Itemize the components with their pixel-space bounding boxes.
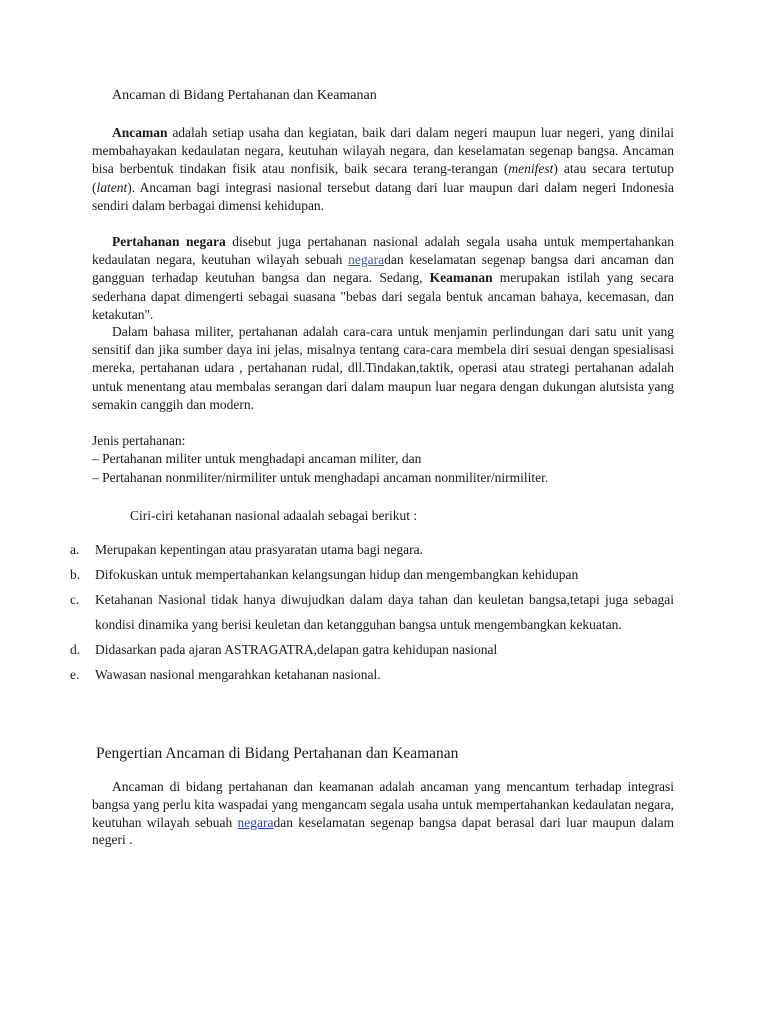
text-run: disebut juga pertahanan nasional adalah segala usaha untuk mempertahankan kedaulatan negara, keutuhan wilayah sebuah: [92, 234, 674, 268]
link-negara[interactable]: negara: [348, 252, 385, 268]
paragraph-ancaman: [92, 124, 674, 215]
jenis-pertahanan: [92, 432, 692, 487]
term-ancaman: Ancaman: [112, 125, 168, 140]
jenis-heading: Jenis pertahanan:: [92, 433, 186, 448]
link-negara[interactable]: negara: [237, 814, 274, 830]
list-marker: d.: [70, 642, 81, 657]
list-item-text: Didasarkan pada ajaran ASTRAGATRA,delapan gatra kehidupan nasional: [95, 642, 498, 657]
list-marker: c.: [70, 592, 80, 607]
list-item: [70, 637, 674, 662]
list-marker: b.: [70, 567, 81, 582]
list-item: [70, 587, 674, 637]
list-item-text: Wawasan nasional mengarahkan ketahanan nasional.: [95, 667, 381, 682]
list-marker: a.: [70, 542, 80, 557]
text-run: Ancaman di bidang pertahanan dan keamanan adalah ancaman yang mencantum terhadap integrasi bangsa yang perlu kita waspadai yang mengancam segala usaha untuk mempertahankan kedaulatan negara, keutuhan wilayah sebuah: [92, 779, 674, 830]
list-marker: e.: [70, 667, 80, 682]
jenis-item: – Pertahanan militer untuk menghadapi ancaman militer, dan: [92, 451, 422, 467]
text-run: adalah setiap usaha dan kegiatan, baik dari dalam negeri maupun luar negeri, yang dinilai membahayakan kedaulatan negara, keutuhan wilayah negara, dan keselamatan segenap bangsa. Ancaman bisa berbentuk tindakan fisik atau nonfisik, baik secara terang-terangan (: [92, 125, 674, 177]
term-keamanan: Keamanan: [429, 270, 493, 286]
list-item-text: Difokuskan untuk mempertahankan kelangsungan hidup dan mengembangkan kehidupan: [95, 567, 579, 582]
paragraph-pertahanan-negara: [92, 233, 674, 324]
paragraph-pengertian: [92, 778, 674, 849]
ciri-intro: Ciri-ciri ketahanan nasional adaalah sebagai berikut :: [130, 508, 418, 523]
term-manifest: menifest: [508, 161, 554, 177]
list-item: [70, 662, 674, 687]
paragraph-bahasa-militer: Dalam bahasa militer, pertahanan adalah cara-cara untuk menjamin perlindungan dari satu unit yang sensitif dan jika sumber daya ini jelas, misalnya tentang cara-cara membela diri sesuai dengan spesialisasi mereka, pertahanan udara , pertahanan rudal, dll.Tindakan,taktik, operasi atau strategi pertahanan adalah untuk menentang atau membalas serangan dari dalam maupun luar negara dengan dukungan alutsista yang semakin canggih dan modern.: [92, 324, 674, 412]
text-run: dan keselamatan segenap bangsa dapat berasal dari luar maupun dalam negeri .: [92, 814, 674, 848]
text-run: ). Ancaman bagi integrasi nasional tersebut datang dari luar maupun dari dalam negeri Indonesia sendiri dalam berbagai dimensi kehidupan.: [92, 179, 674, 213]
list-item: [70, 562, 674, 587]
text-run: merupakan istilah yang secara sederhana dapat dimengerti sebagai suasana "bebas dari segala bentuk ancaman bahaya, kecemasan, dan ketakutan".: [92, 270, 674, 322]
jenis-item: – Pertahanan nonmiliter/nirmiliter untuk menghadapi ancaman nonmiliter/nirmiliter.: [92, 469, 549, 485]
list-item: [70, 537, 674, 562]
document-title: Ancaman di Bidang Pertahanan dan Keamanan: [112, 88, 377, 103]
text-run: ) atau secara tertutup (: [92, 161, 675, 195]
term-latent: latent: [96, 179, 128, 195]
ciri-list: [70, 537, 674, 687]
list-item-text: Ketahanan Nasional tidak hanya diwujudkan dalam daya tahan dan keuletan bangsa,tetapi juga sebagai kondisi dinamika yang berisi keuletan dan ketangguhan bangsa untuk mengembangkan kekuatan.: [95, 592, 674, 632]
list-item-text: Merupakan kepentingan atau prasyaratan utama bagi negara.: [95, 542, 423, 557]
section-heading: Pengertian Ancaman di Bidang Pertahanan dan Keamanan: [96, 745, 459, 762]
text-run: dan keselamatan segenap bangsa dari ancaman dan gangguan terhadap keutuhan bangsa dan negara. Sedang,: [92, 252, 675, 286]
term-pertahanan-negara: Pertahanan negara: [112, 234, 226, 249]
